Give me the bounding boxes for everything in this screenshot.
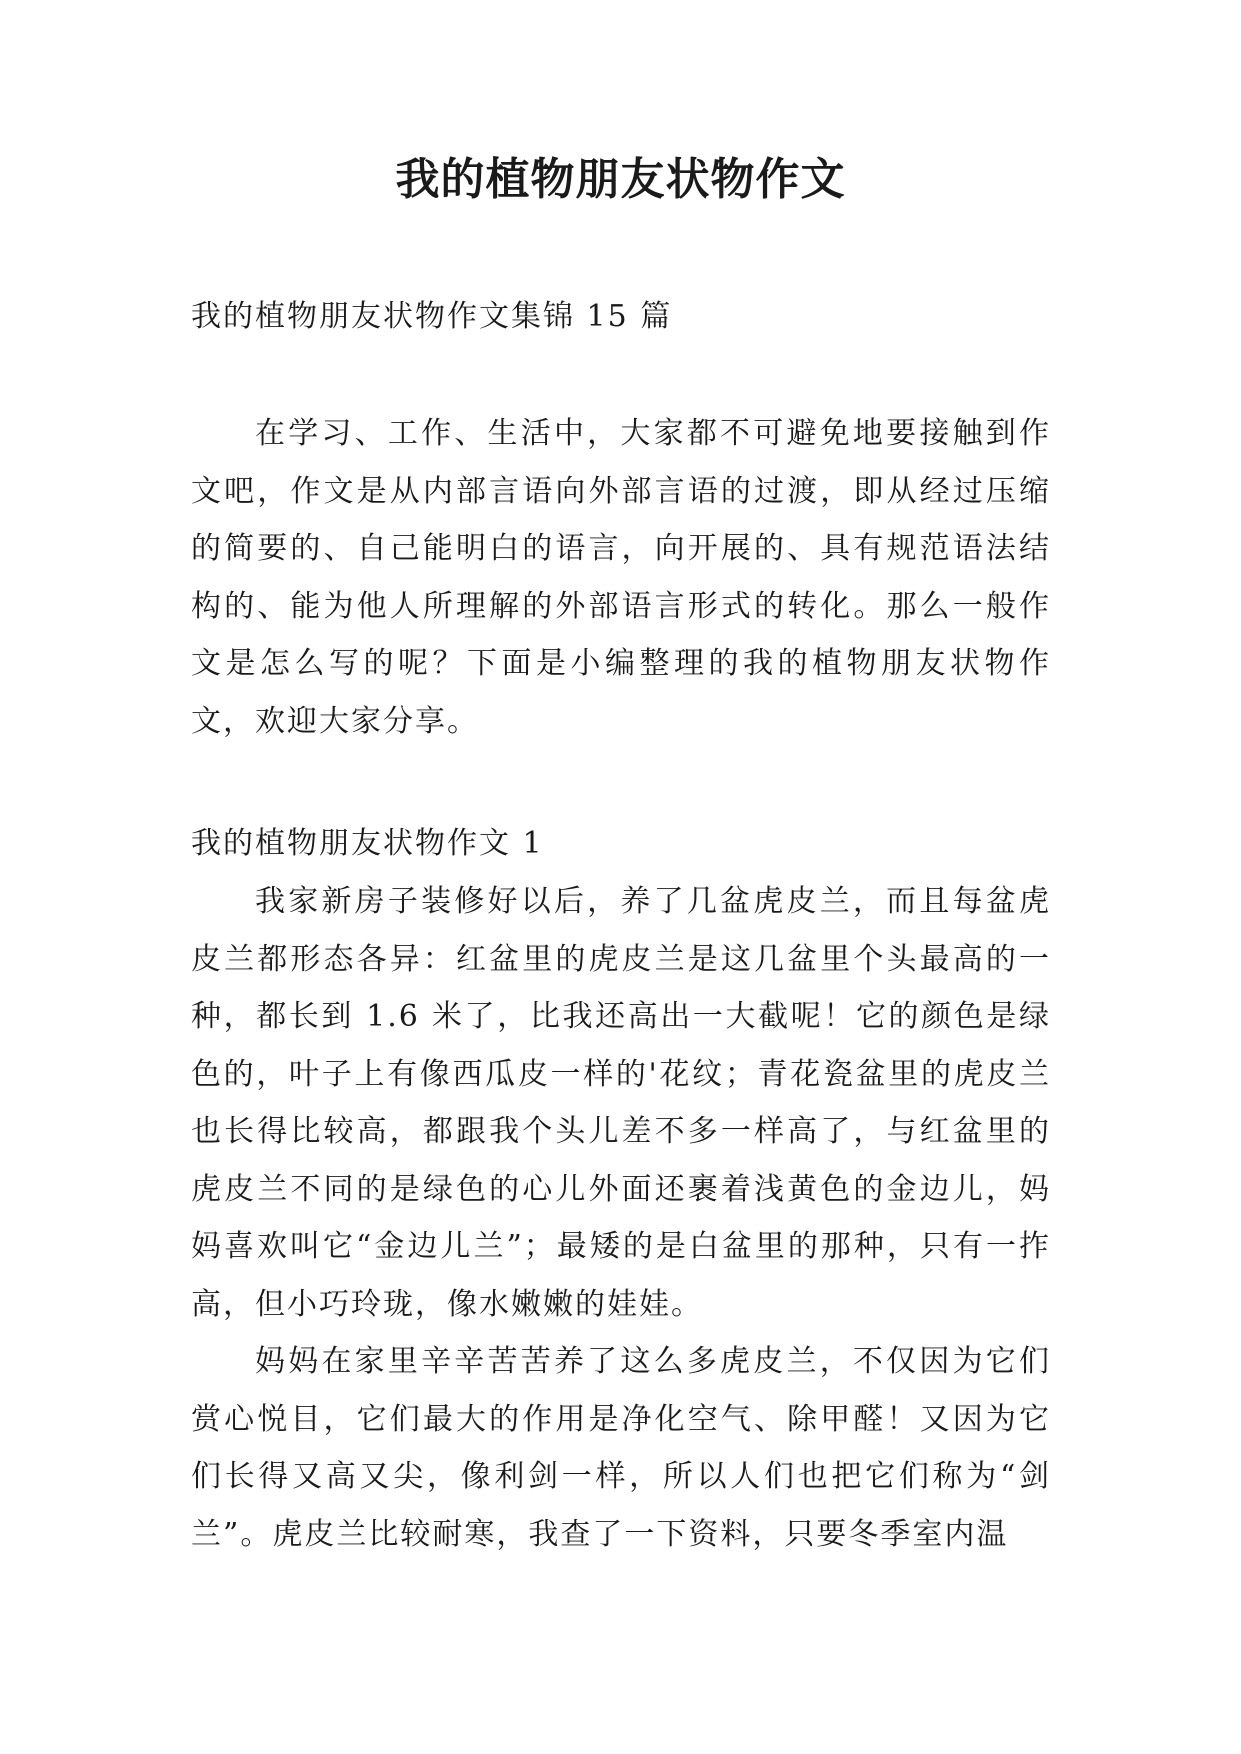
essay-heading-text: 我的植物朋友状物作文 1: [191, 826, 544, 861]
essay-paragraph-1: 我家新房子装修好以后，养了几盆虎皮兰，而且每盆虎皮兰都形态各异：红盆里的虎皮兰是这几盆里个头最高的一种，都长到 1.6 米了，比我还高出一大截呢！它的颜色是绿色的，叶子上有像西瓜皮一样的'花纹；青花瓷盆里的虎皮兰也长得比较高，都跟我个头儿差不多一样高了，与红盆里的虎皮兰不同的是绿色的心儿外面还裹着浅黄色的金边儿，妈妈喜欢叫它“金边儿兰”；最矮的是白盆里的那种，只有一拃高，但小巧玲珑，像水嫩嫩的娃娃。: [191, 884, 1051, 1322]
essay-body: [191, 873, 1051, 1563]
essay-paragraph-2: 妈妈在家里辛辛苦苦养了这么多虎皮兰，不仅因为它们赏心悦目，它们最大的作用是净化空气、除甲醛！又因为它们长得又高又尖，像利剑一样，所以人们也把它们称为“剑兰”。虎皮兰比较耐寒，我查了一下资料，只要冬季室内温: [191, 1344, 1051, 1552]
intro-section: [191, 405, 1051, 750]
intro-paragraph: 在学习、工作、生活中，大家都不可避免地要接触到作文吧，作文是从内部言语向外部言语的过渡，即从经过压缩的简要的、自己能明白的语言，向开展的、具有规范语法结构的、能为他人所理解的外部语言形式的转化。那么一般作文是怎么写的呢？下面是小编整理的我的植物朋友状物作文，欢迎大家分享。: [191, 416, 1051, 739]
collection-title-text: 我的植物朋友状物作文集锦 15 篇: [191, 299, 673, 334]
essay-heading: [191, 815, 1051, 873]
document-title: 我的植物朋友状物作文: [395, 154, 846, 205]
collection-title: [191, 288, 1051, 346]
